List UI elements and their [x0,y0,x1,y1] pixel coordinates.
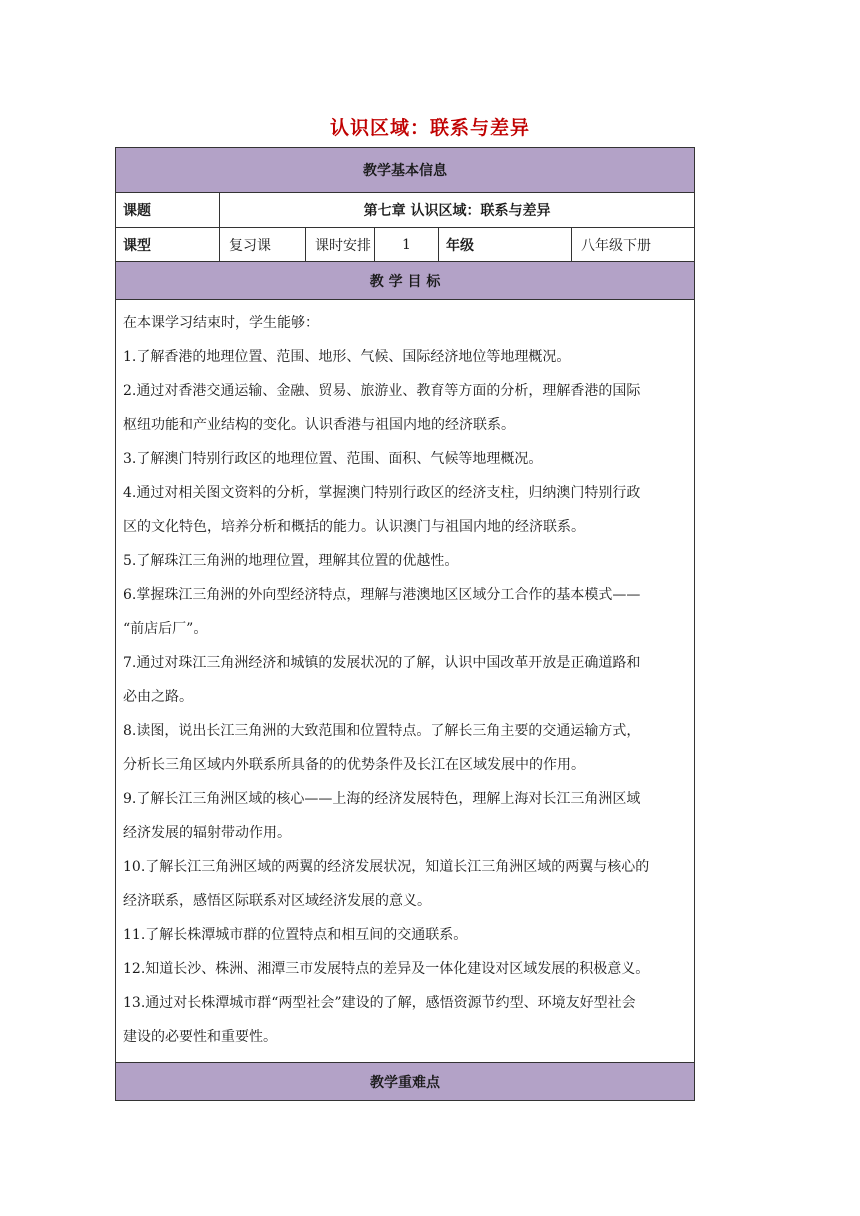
objective-line: 经济发展的辐射带动作用。 [123,825,291,841]
course-row [116,193,695,228]
course-value: 第七章 认识区域：联系与差异 [220,193,695,228]
course-label: 课题 [116,193,220,228]
objective-line: “前店后厂”。 [123,621,208,637]
objective-line: 分析长三角区域内外联系所具备的的优势条件及长江在区域发展中的作用。 [123,757,585,773]
objectives-content [116,300,695,1063]
objective-line: 10.了解长江三角洲区域的两翼的经济发展状况，知道长江三角洲区域的两翼与核心的 [123,859,650,875]
objective-line: 枢纽功能和产业结构的变化。认识香港与祖国内地的经济联系。 [123,417,515,433]
objective-line: 5.了解珠江三角洲的地理位置，理解其位置的优越性。 [123,553,459,569]
objective-line: 9.了解长江三角洲区域的核心——上海的经济发展特色，理解上海对长江三角洲区域 [123,791,641,807]
basic-info-header-row [116,148,695,193]
lesson-plan-table [115,147,695,1101]
type-value: 复习课 [220,228,306,262]
grade-value: 八年级下册 [572,228,695,262]
key-points-header-row [116,1063,695,1101]
objectives-list [123,306,686,1054]
objective-line: 4.通过对相关图文资料的分析，掌握澳门特别行政区的经济支柱，归纳澳门特别行政 [123,485,641,501]
objective-line: 建设的必要性和重要性。 [123,1029,277,1045]
objectives-row [116,300,695,1063]
basic-info-header: 教学基本信息 [116,148,695,193]
objective-line: 必由之路。 [123,689,193,705]
objective-line: 经济联系，感悟区际联系对区域经济发展的意义。 [123,893,431,909]
grade-label: 年级 [439,228,572,262]
objective-line: 2.通过对香港交通运输、金融、贸易、旅游业、教育等方面的分析，理解香港的国际 [123,383,641,399]
hours-label: 课时安排 [306,228,375,262]
objective-line: 13.通过对长株潭城市群“两型社会”建设的了解，感悟资源节约型、环境友好型社会 [123,995,636,1011]
objective-line: 区的文化特色，培养分析和概括的能力。认识澳门与祖国内地的经济联系。 [123,519,585,535]
type-row [116,228,695,262]
objective-line: 3.了解澳门特别行政区的地理位置、范围、面积、气候等地理概况。 [123,451,543,467]
document-title: 认识区域：联系与差异 [329,117,530,139]
objective-line: 在本课学习结束时，学生能够： [123,315,319,331]
objective-line: 1.了解香港的地理位置、范围、地形、气候、国际经济地位等地理概况。 [123,349,571,365]
key-points-header: 教学重难点 [116,1063,695,1101]
objective-line: 12.知道长沙、株洲、湘潭三市发展特点的差异及一体化建设对区域发展的积极意义。 [123,961,650,977]
objective-line: 6.掌握珠江三角洲的外向型经济特点，理解与港澳地区区域分工合作的基本模式—— [123,587,641,603]
objective-line: 8.读图，说出长江三角洲的大致范围和位置特点。了解长三角主要的交通运输方式， [123,723,641,739]
type-label: 课型 [116,228,220,262]
objective-line: 7.通过对珠江三角洲经济和城镇的发展状况的了解，认识中国改革开放是正确道路和 [123,655,641,671]
objective-line: 11.了解长株潭城市群的位置特点和相互间的交通联系。 [123,927,468,943]
objectives-header-row [116,262,695,300]
hours-value: 1 [375,228,439,262]
objectives-header: 教 学 目 标 [116,262,695,300]
